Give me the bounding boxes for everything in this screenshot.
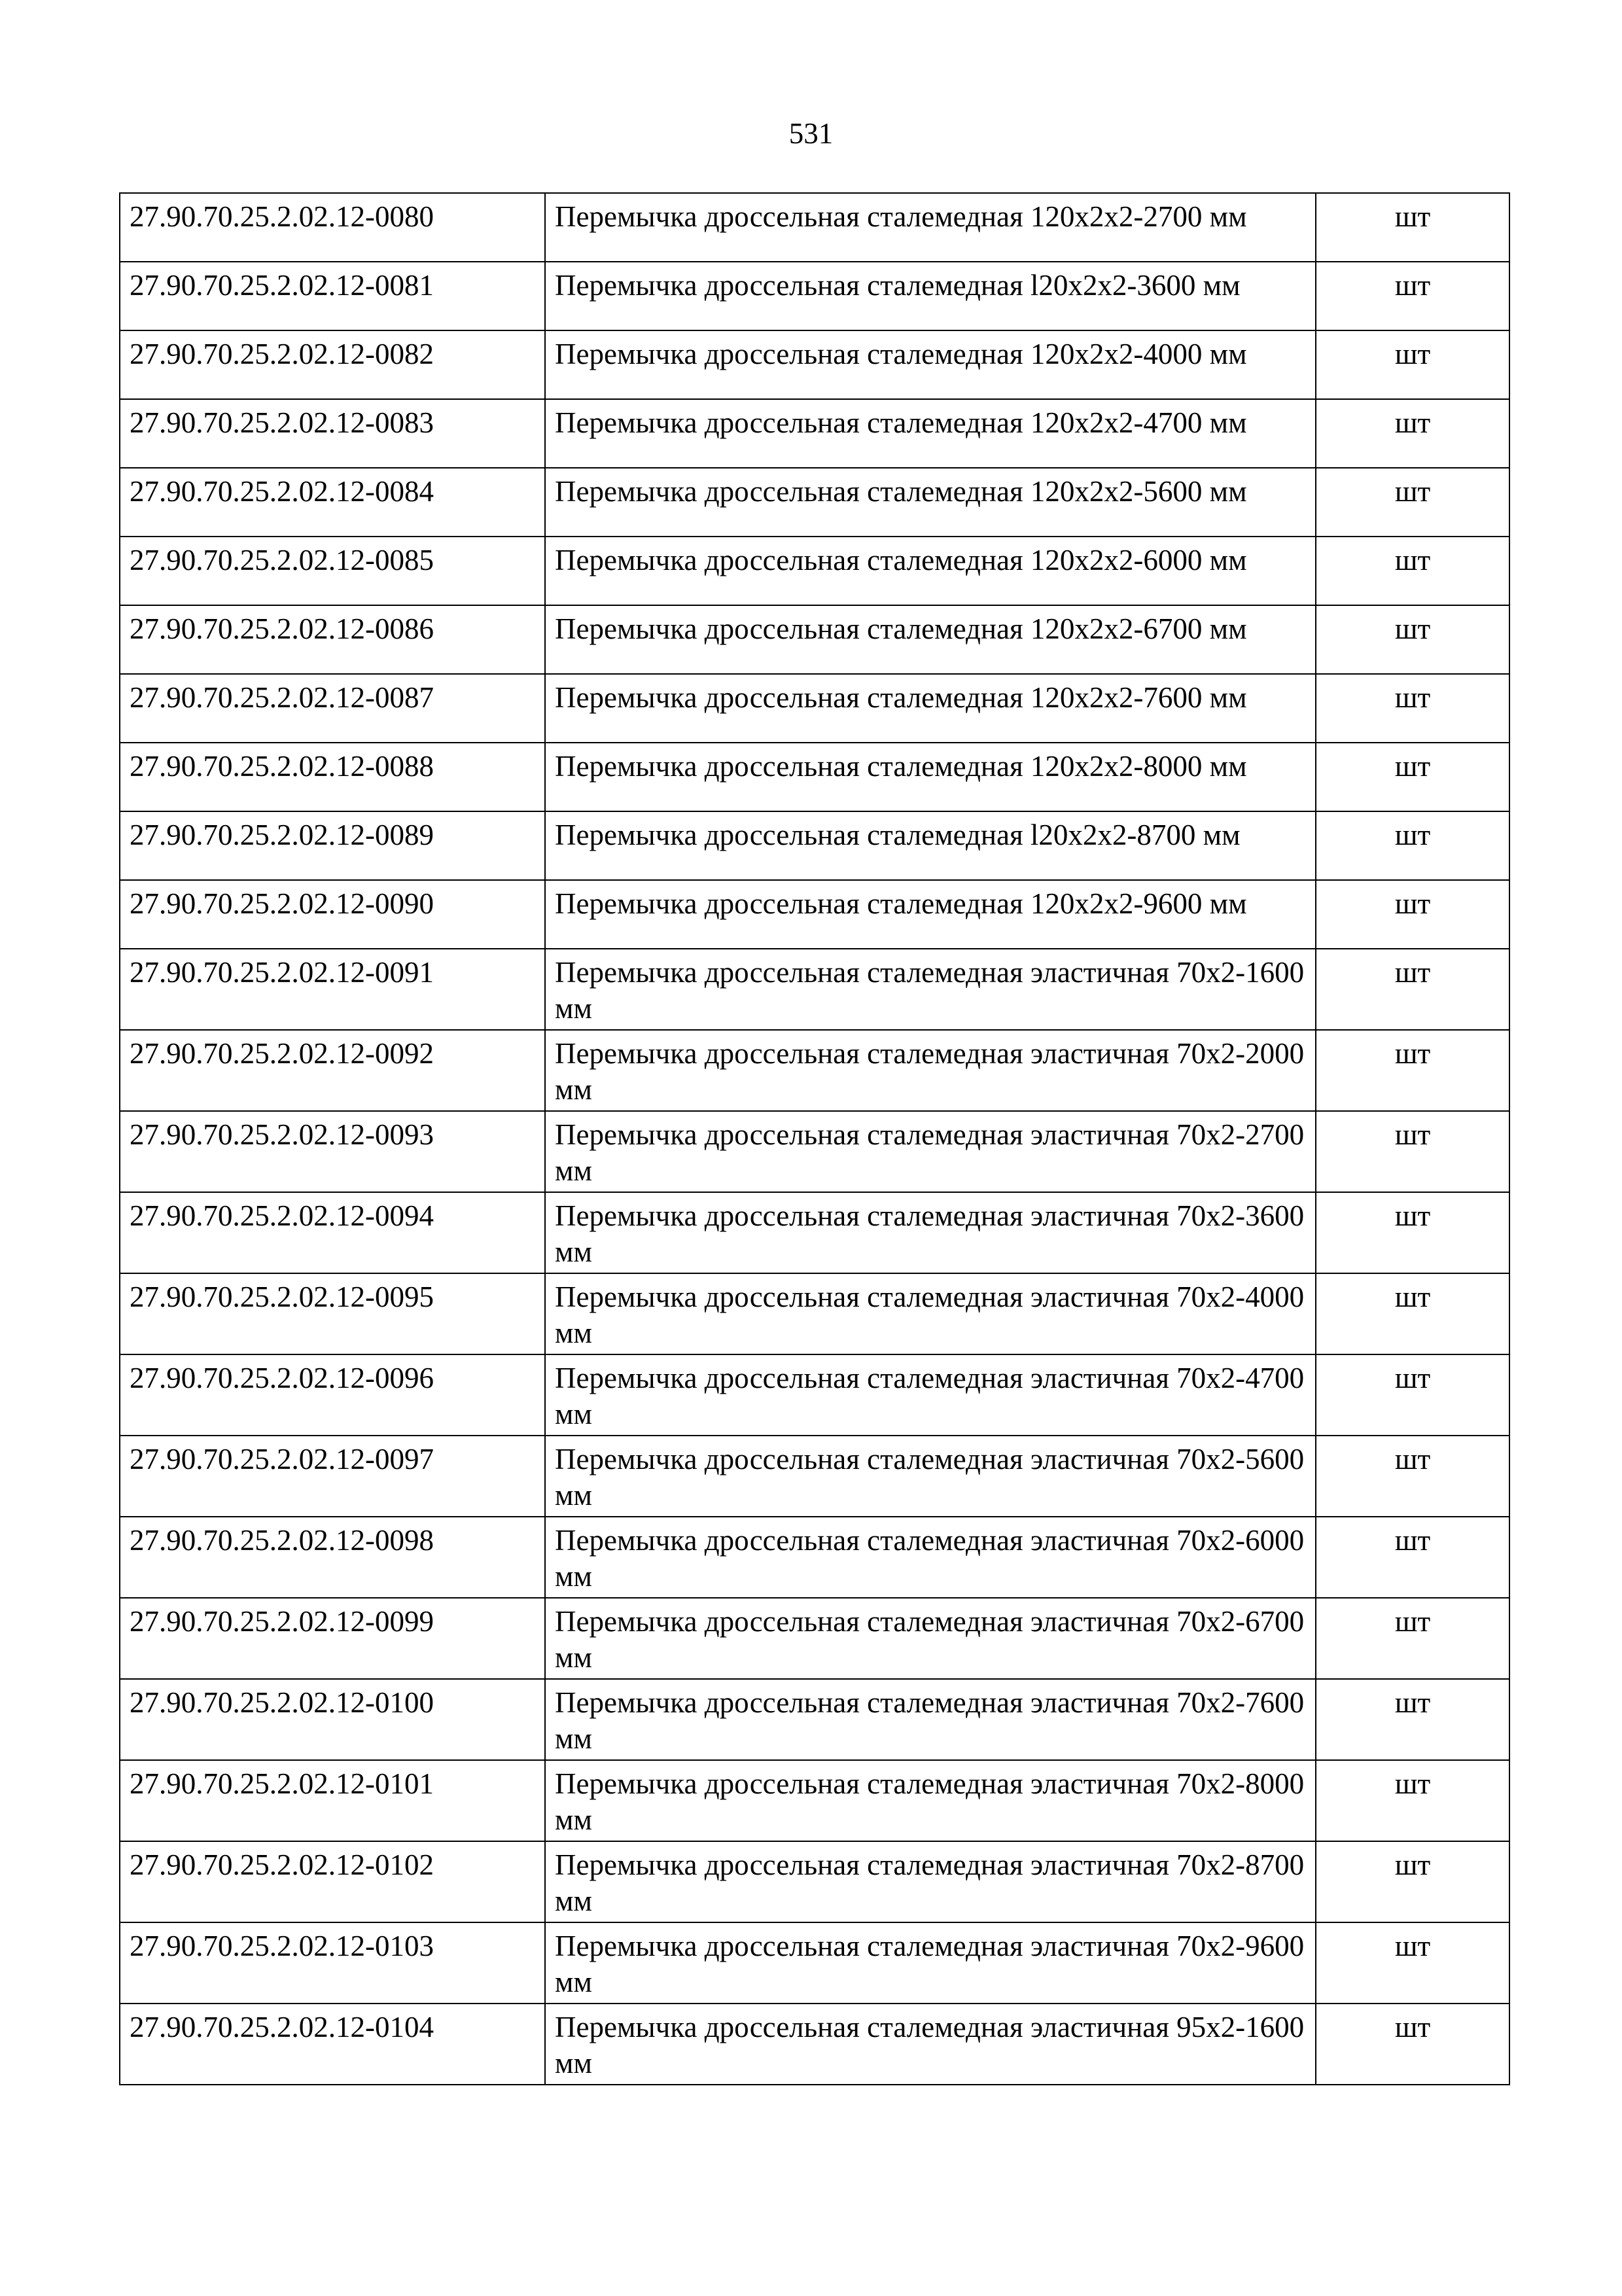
table-row — [120, 1922, 1509, 2004]
resource-code-cell: 27.90.70.25.2.02.12-0093 — [120, 1111, 545, 1192]
resource-code-cell: 27.90.70.25.2.02.12-0084 — [120, 468, 545, 537]
table-row — [120, 399, 1509, 468]
resource-code-cell: 27.90.70.25.2.02.12-0102 — [120, 1841, 545, 1922]
resource-code-cell: 27.90.70.25.2.02.12-0098 — [120, 1517, 545, 1598]
unit-cell: шт — [1316, 2004, 1509, 2085]
table-row — [120, 1192, 1509, 1273]
resource-code-cell: 27.90.70.25.2.02.12-0090 — [120, 880, 545, 949]
unit-cell: шт — [1316, 1679, 1509, 1760]
resource-code-cell: 27.90.70.25.2.02.12-0097 — [120, 1436, 545, 1517]
table-body — [120, 193, 1509, 2085]
unit-cell: шт — [1316, 605, 1509, 674]
unit-cell: шт — [1316, 1111, 1509, 1192]
table-row — [120, 1598, 1509, 1679]
table-row — [120, 743, 1509, 811]
resource-code-cell: 27.90.70.25.2.02.12-0081 — [120, 262, 545, 330]
resource-name-cell: Перемычка дроссельная сталемедная 120х2х2-9600 мм — [545, 880, 1316, 949]
resource-code-cell: 27.90.70.25.2.02.12-0085 — [120, 537, 545, 605]
page-number: 531 — [788, 117, 834, 150]
resource-name-cell: Перемычка дроссельная сталемедная 120х2х2-7600 мм — [545, 674, 1316, 743]
resource-code-cell: 27.90.70.25.2.02.12-0086 — [120, 605, 545, 674]
unit-cell: шт — [1316, 880, 1509, 949]
resource-name-cell: Перемычка дроссельная сталемедная эластичная 95х2-1600 мм — [545, 2004, 1316, 2085]
resource-code-cell: 27.90.70.25.2.02.12-0092 — [120, 1030, 545, 1111]
unit-cell: шт — [1316, 1030, 1509, 1111]
resource-name-cell: Перемычка дроссельная сталемедная эластичная 70х2-8000 мм — [545, 1760, 1316, 1841]
table-row — [120, 674, 1509, 743]
resource-code-cell: 27.90.70.25.2.02.12-0087 — [120, 674, 545, 743]
resource-name-cell: Перемычка дроссельная сталемедная эластичная 70х2-2000 мм — [545, 1030, 1316, 1111]
table-row — [120, 262, 1509, 330]
unit-cell: шт — [1316, 1192, 1509, 1273]
resource-name-cell: Перемычка дроссельная сталемедная эластичная 70х2-7600 мм — [545, 1679, 1316, 1760]
table-row — [120, 1273, 1509, 1354]
table-row — [120, 2004, 1509, 2085]
table-row — [120, 949, 1509, 1030]
unit-cell: шт — [1316, 1517, 1509, 1598]
unit-cell: шт — [1316, 1436, 1509, 1517]
table-row — [120, 605, 1509, 674]
table-row — [120, 811, 1509, 880]
resource-name-cell: Перемычка дроссельная сталемедная 120х2х2-4700 мм — [545, 399, 1316, 468]
resource-name-cell: Перемычка дроссельная сталемедная эластичная 70х2-4000 мм — [545, 1273, 1316, 1354]
resource-code-cell: 27.90.70.25.2.02.12-0083 — [120, 399, 545, 468]
resource-name-cell: Перемычка дроссельная сталемедная эластичная 70х2-8700 мм — [545, 1841, 1316, 1922]
resource-name-cell: Перемычка дроссельная сталемедная 120х2х2-4000 мм — [545, 330, 1316, 399]
unit-cell: шт — [1316, 399, 1509, 468]
table-row — [120, 468, 1509, 537]
unit-cell: шт — [1316, 1922, 1509, 2004]
resource-name-cell: Перемычка дроссельная сталемедная l20х2х2-3600 мм — [545, 262, 1316, 330]
resource-name-cell: Перемычка дроссельная сталемедная эластичная 70х2-3600 мм — [545, 1192, 1316, 1273]
unit-cell: шт — [1316, 1598, 1509, 1679]
resource-name-cell: Перемычка дроссельная сталемедная 120х2х2-8000 мм — [545, 743, 1316, 811]
unit-cell: шт — [1316, 1354, 1509, 1436]
table-row — [120, 880, 1509, 949]
resource-name-cell: Перемычка дроссельная сталемедная эластичная 70х2-2700 мм — [545, 1111, 1316, 1192]
resource-name-cell: Перемычка дроссельная сталемедная l20х2х2-8700 мм — [545, 811, 1316, 880]
resource-name-cell: Перемычка дроссельная сталемедная эластичная 70х2-6700 мм — [545, 1598, 1316, 1679]
resource-name-cell: Перемычка дроссельная сталемедная эластичная 70х2-6000 мм — [545, 1517, 1316, 1598]
resource-name-cell: Перемычка дроссельная сталемедная 120х2х2-6700 мм — [545, 605, 1316, 674]
table-row — [120, 193, 1509, 262]
resource-name-cell: Перемычка дроссельная сталемедная эластичная 70х2-1600 мм — [545, 949, 1316, 1030]
resource-code-cell: 27.90.70.25.2.02.12-0101 — [120, 1760, 545, 1841]
resource-code-cell: 27.90.70.25.2.02.12-0082 — [120, 330, 545, 399]
resource-code-cell: 27.90.70.25.2.02.12-0091 — [120, 949, 545, 1030]
table-row — [120, 1760, 1509, 1841]
resource-table — [119, 192, 1510, 2085]
resource-name-cell: Перемычка дроссельная сталемедная эластичная 70х2-5600 мм — [545, 1436, 1316, 1517]
resource-name-cell: Перемычка дроссельная сталемедная 120х2х2-5600 мм — [545, 468, 1316, 537]
unit-cell: шт — [1316, 811, 1509, 880]
table-row — [120, 1517, 1509, 1598]
table-row — [120, 1354, 1509, 1436]
unit-cell: шт — [1316, 262, 1509, 330]
unit-cell: шт — [1316, 1273, 1509, 1354]
resource-code-cell: 27.90.70.25.2.02.12-0096 — [120, 1354, 545, 1436]
table-row — [120, 1030, 1509, 1111]
resource-name-cell: Перемычка дроссельная сталемедная 120х2х2-2700 мм — [545, 193, 1316, 262]
resource-code-cell: 27.90.70.25.2.02.12-0088 — [120, 743, 545, 811]
resource-code-cell: 27.90.70.25.2.02.12-0099 — [120, 1598, 545, 1679]
table-row — [120, 330, 1509, 399]
unit-cell: шт — [1316, 743, 1509, 811]
table-row — [120, 1679, 1509, 1760]
resource-name-cell: Перемычка дроссельная сталемедная эластичная 70х2-4700 мм — [545, 1354, 1316, 1436]
unit-cell: шт — [1316, 330, 1509, 399]
unit-cell: шт — [1316, 468, 1509, 537]
resource-code-cell: 27.90.70.25.2.02.12-0094 — [120, 1192, 545, 1273]
unit-cell: шт — [1316, 537, 1509, 605]
unit-cell: шт — [1316, 193, 1509, 262]
resource-code-cell: 27.90.70.25.2.02.12-0095 — [120, 1273, 545, 1354]
unit-cell: шт — [1316, 949, 1509, 1030]
unit-cell: шт — [1316, 1760, 1509, 1841]
table-row — [120, 1841, 1509, 1922]
resource-name-cell: Перемычка дроссельная сталемедная эластичная 70х2-9600 мм — [545, 1922, 1316, 2004]
table-row — [120, 537, 1509, 605]
resource-code-cell: 27.90.70.25.2.02.12-0103 — [120, 1922, 545, 2004]
table-row — [120, 1111, 1509, 1192]
resource-code-cell: 27.90.70.25.2.02.12-0100 — [120, 1679, 545, 1760]
unit-cell: шт — [1316, 674, 1509, 743]
resource-code-cell: 27.90.70.25.2.02.12-0080 — [120, 193, 545, 262]
table-row — [120, 1436, 1509, 1517]
unit-cell: шт — [1316, 1841, 1509, 1922]
resource-code-cell: 27.90.70.25.2.02.12-0104 — [120, 2004, 545, 2085]
resource-name-cell: Перемычка дроссельная сталемедная 120х2х2-6000 мм — [545, 537, 1316, 605]
resource-code-cell: 27.90.70.25.2.02.12-0089 — [120, 811, 545, 880]
